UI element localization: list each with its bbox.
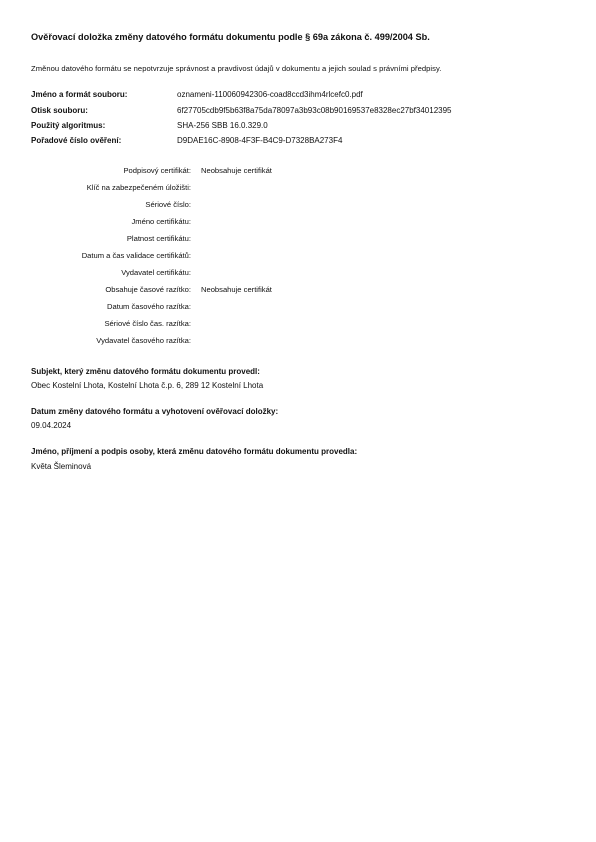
cert-label: Obsahuje časové razítko: [105,285,191,294]
cert-value: Neobsahuje certifikát [201,166,272,175]
cert-label: Podpisový certifikát: [123,166,191,175]
subject-heading: Subjekt, který změnu datového formátu dokumentu provedl: [31,367,260,376]
cert-label: Datum a čas validace certifikátů: [81,251,191,260]
cert-label: Jméno certifikátu: [131,217,191,226]
verification-number-label: Pořadové číslo ověření: [31,136,122,145]
file-name-value: oznameni-110060942306-coad8ccd3ihm4rlcefc0.pdf [177,90,363,99]
cert-value: Neobsahuje certifikát [201,285,272,294]
subject-text: Obec Kostelní Lhota, Kostelní Lhota č.p. 6, 289 12 Kostelní Lhota [31,381,264,390]
date-text: 09.04.2024 [31,421,72,430]
file-hash-label: Otisk souboru: [31,106,88,115]
verification-number-value: D9DAE16C-8908-4F3F-B4C9-D7328BA273F4 [177,136,343,145]
cert-label: Klíč na zabezpečeném úložišti: [86,183,191,192]
cert-row-certificate-name [0,217,596,229]
algorithm-label: Použitý algoritmus: [31,121,106,130]
cert-label: Vydavatel certifikátu: [121,268,191,277]
cert-row-contains-timestamp [0,285,596,297]
cert-label: Platnost certifikátu: [126,234,191,243]
file-hash-value: 6f27705cdb9f5b63f8a75da78097a3b93c08b90169537e8328ec27bf34012395 [177,106,452,115]
cert-row-timestamp-date [0,302,596,314]
cert-label: Datum časového razítka: [107,302,191,311]
document-title: Ověřovací doložka změny datového formátu dokumentu podle § 69a zákona č. 499/2004 Sb. [31,32,430,42]
cert-row-validation-datetime [0,251,596,263]
cert-row-serial-number [0,200,596,212]
person-heading: Jméno, příjmení a podpis osoby, která změnu datového formátu dokumentu provedla: [31,447,358,456]
cert-row-signing-certificate [0,166,596,178]
cert-label: Sériové číslo: [145,200,191,209]
date-heading: Datum změny datového formátu a vyhotovení ověřovací doložky: [31,407,279,416]
cert-label: Sériové číslo čas. razítka: [104,319,191,328]
cert-label: Vydavatel časového razítka: [96,336,191,345]
cert-row-certificate-issuer [0,268,596,280]
person-text: Květa Šleminová [31,462,92,471]
file-name-label: Jméno a formát souboru: [31,90,128,99]
cert-row-timestamp-issuer [0,336,596,348]
cert-row-certificate-validity [0,234,596,246]
cert-row-secure-storage-key [0,183,596,195]
cert-row-timestamp-serial [0,319,596,331]
disclaimer-statement: Změnou datového formátu se nepotvrzuje správnost a pravdivost údajů v dokumentu a jejich soulad s právními předpisy. [31,64,442,73]
algorithm-value: SHA-256 SBB 16.0.329.0 [177,121,268,130]
